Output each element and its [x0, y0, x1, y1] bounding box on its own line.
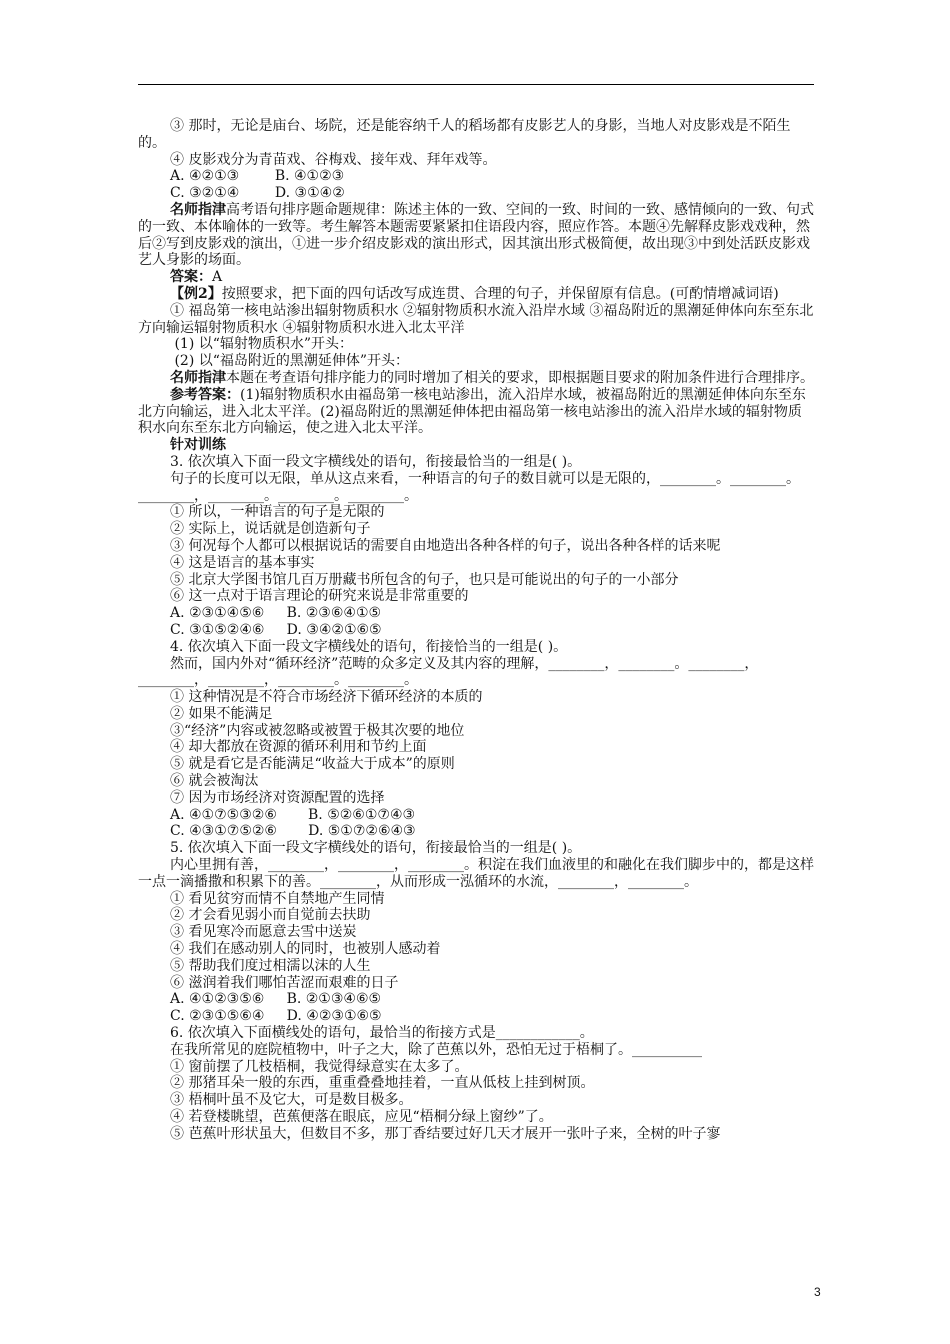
paragraph-text: ⑤ 北京大学图书馆几百万册藏书所包含的句子，也只是可能说出的句子的一小部分 — [170, 571, 679, 588]
answer-options-line — [138, 605, 814, 622]
bold-label: 答案： — [170, 269, 212, 286]
header-rule — [138, 84, 814, 85]
text-paragraph — [138, 941, 814, 958]
answer-options-line — [138, 807, 814, 824]
text-paragraph — [138, 857, 814, 891]
text-paragraph — [138, 269, 814, 286]
paragraph-text: ① 窗前摆了几枝梧桐，我觉得绿意实在太多了。 — [170, 1058, 469, 1075]
text-paragraph — [138, 639, 814, 656]
paragraph-text: C. ③②①④ D. ③①④② — [170, 185, 345, 202]
paragraph-text: 3. 依次填入下面一段文字横线处的语句，衔接最恰当的一组是( )。 — [170, 453, 582, 470]
paragraph-text: C. ③①⑤②④⑥ D. ③④②①⑥⑤ — [170, 621, 382, 638]
paragraph-text: 按照要求，把下面的四句话改写成连贯、合理的句子，并保留原有信息。(可酌情增减词语) — [221, 285, 779, 302]
paragraph-text: ① 这种情况是不符合市场经济下循环经济的本质的 — [170, 689, 483, 706]
paragraph-text: C. ④③①⑦⑤②⑥ D. ⑤①⑦②⑥④③ — [170, 823, 416, 840]
paragraph-text: ② 如果不能满足 — [170, 705, 273, 722]
paragraph-text: A. ④②①③ B. ④①②③ — [170, 168, 345, 185]
paragraph-text: ④ 若登楼眺望，芭蕉便落在眼底，应见“梧桐分绿上窗纱”了。 — [170, 1109, 553, 1126]
text-paragraph — [138, 286, 814, 303]
paragraph-text: A. ②③①④⑤⑥ B. ②③⑥④①⑤ — [170, 605, 382, 622]
paragraph-text: ② 实际上，说话就是创造新句子 — [170, 521, 371, 538]
text-paragraph — [138, 1126, 814, 1143]
paragraph-text: 句子的长度可以无限，单从这点来看，一种语言的句子的数目就可以是无限的，________。________。________，________。________。________。 — [138, 470, 800, 504]
bold-label: 参考答案： — [170, 386, 240, 403]
text-paragraph — [138, 538, 814, 555]
paragraph-text: ③ 那时，无论是庙台、场院，还是能容纳千人的稻场都有皮影艺人的身影，当地人对皮影戏是不陌生的。 — [138, 118, 791, 151]
text-paragraph — [138, 521, 814, 538]
text-paragraph — [138, 756, 814, 773]
paragraph-text: 高考语句排序题命题规律：陈述主体的一致、空间的一致、时间的一致、感情倾向的一致、句式的一致、本体喻体的一致等。考生解答本题需要紧紧扣住语段内容，照应作答。本题④先解释皮影戏戏种，然后②写到皮影戏的演出，①进一步介绍皮影戏的演出形式，因其演出形式极简便，故出现③中到处活跃皮影戏艺人身影的场面。 — [138, 201, 814, 269]
answer-options-line — [138, 823, 814, 840]
text-paragraph — [138, 572, 814, 589]
document-body — [138, 118, 814, 1143]
answer-options-line — [138, 991, 814, 1008]
paragraph-text: 在我所常见的庭院植物中，叶子之大，除了芭蕉以外，恐怕无过于梧桐了。__________ — [170, 1041, 702, 1058]
paragraph-text: (1)辐射物质积水由福岛第一核电站渗出，流入沿岸水域，被福岛附近的黑潮延伸体向东至东北方向输运，进入北太平洋。(2)福岛附近的黑潮延伸体把由福岛第一核电站渗出的流入沿岸水域的辐射物质积水向东至东北方向输运，使之进入北太平洋。 — [138, 386, 806, 437]
answer-options-line — [138, 353, 814, 370]
text-paragraph — [138, 1042, 814, 1059]
paragraph-text: ① 福岛第一核电站渗出辐射物质积水 ②辐射物质积水流入沿岸水域 ③福岛附近的黑潮延伸体向东至东北方向输运辐射物质积水 ④辐射物质积水进入北太平洋 — [138, 302, 814, 336]
paragraph-text: ⑤ 帮助我们度过相濡以沫的人生 — [170, 957, 371, 974]
paragraph-text: ⑥ 这一点对于语言理论的研究来说是非常重要的 — [170, 588, 469, 605]
paragraph-text: ⑥ 滋润着我们哪怕苦涩而艰难的日子 — [170, 974, 399, 991]
paragraph-text: ⑤ 芭蕉叶形状虽大，但数目不多，那丁香结要过好几天才展开一张叶子来，全树的叶子寥 — [170, 1125, 721, 1142]
text-paragraph — [138, 471, 814, 505]
text-paragraph — [138, 437, 814, 454]
text-paragraph — [138, 303, 814, 337]
text-paragraph — [138, 1025, 814, 1042]
paragraph-text: A — [212, 269, 223, 286]
text-paragraph — [138, 1092, 814, 1109]
paragraph-text: ③“经济”内容或被忽略或被置于极其次要的地位 — [170, 722, 465, 739]
page-number: 3 — [814, 1285, 821, 1299]
paragraph-text: A. ④①②③⑤⑥ B. ②①③④⑥⑤ — [170, 991, 382, 1008]
text-paragraph — [138, 840, 814, 857]
paragraph-text: ⑤ 就是看它是否能满足“收益大于成本”的原则 — [170, 756, 455, 773]
paragraph-text: ⑦ 因为市场经济对资源配置的选择 — [170, 789, 385, 806]
text-paragraph — [138, 504, 814, 521]
text-paragraph — [138, 975, 814, 992]
paragraph-text: (2) 以“福岛附近的黑潮延伸体”开头： — [170, 353, 410, 370]
paragraph-text: ④ 却大都放在资源的循环利用和节约上面 — [170, 739, 427, 756]
paragraph-text: ① 所以，一种语言的句子是无限的 — [170, 504, 385, 521]
answer-options-line — [138, 336, 814, 353]
text-paragraph — [138, 958, 814, 975]
text-paragraph — [138, 387, 814, 437]
bold-label: 名师指津 — [170, 369, 226, 386]
text-paragraph — [138, 924, 814, 941]
text-paragraph — [138, 152, 814, 169]
text-paragraph — [138, 588, 814, 605]
bold-label: 针对训练 — [170, 437, 226, 454]
paragraph-text: ③ 梧桐叶虽不及它大，可是数目极多。 — [170, 1092, 413, 1109]
answer-options-line — [138, 1008, 814, 1025]
paragraph-text: (1) 以“辐射物质积水”开头： — [170, 336, 354, 353]
text-paragraph — [138, 1109, 814, 1126]
text-paragraph — [138, 907, 814, 924]
text-paragraph — [138, 773, 814, 790]
paragraph-text: ② 才会看见弱小而自觉前去扶助 — [170, 907, 371, 924]
answer-options-line — [138, 622, 814, 639]
paragraph-text: 本题在考查语句排序能力的同时增加了相关的要求，即根据题目要求的附加条件进行合理排序。 — [226, 369, 814, 386]
bold-label: 【例2】 — [170, 285, 222, 302]
bold-label: 名师指津 — [170, 201, 226, 218]
paragraph-text: A. ④①⑦⑤③②⑥ B. ⑤②⑥①⑦④③ — [170, 806, 416, 823]
paragraph-text: 5. 依次填入下面一段文字横线处的语句，衔接最恰当的一组是( )。 — [170, 840, 582, 857]
text-paragraph — [138, 689, 814, 706]
paragraph-text: ③ 何况每个人都可以根据说话的需要自由地造出各种各样的句子，说出各种各样的话来呢 — [170, 537, 721, 554]
text-paragraph — [138, 1075, 814, 1092]
text-paragraph — [138, 739, 814, 756]
text-paragraph — [138, 723, 814, 740]
paragraph-text: ④ 皮影戏分为青苗戏、谷梅戏、接年戏、拜年戏等。 — [170, 151, 497, 168]
text-paragraph — [138, 891, 814, 908]
paragraph-text: ③ 看见寒冷而愿意去雪中送炭 — [170, 924, 357, 941]
paragraph-text: ④ 我们在感动别人的同时，也被别人感动着 — [170, 941, 441, 958]
paragraph-text: ⑥ 就会被淘汰 — [170, 773, 259, 790]
text-paragraph — [138, 1059, 814, 1076]
text-paragraph — [138, 790, 814, 807]
text-paragraph — [138, 656, 814, 690]
paragraph-text: 内心里拥有善，________，________，________。积淀在我们血液里的和融化在我们脚步中的，都是这样一点一滴播撒和积累下的善。________，从而形成一泓循环的水流，________，________。 — [138, 857, 814, 890]
text-paragraph — [138, 118, 814, 152]
paragraph-text: ④ 这是语言的基本事实 — [170, 554, 315, 571]
paragraph-text: 4. 依次填入下面一段文字横线处的语句，衔接恰当的一组是( )。 — [170, 638, 568, 655]
text-paragraph — [138, 454, 814, 471]
text-paragraph — [138, 370, 814, 387]
paragraph-text: 6. 依次填入下面横线处的语句，最恰当的衔接方式是____________。 — [170, 1025, 594, 1042]
answer-options-line — [138, 185, 814, 202]
paragraph-text: ① 看见贫穷而情不自禁地产生同情 — [170, 890, 385, 907]
paragraph-text: ② 那猪耳朵一般的东西，重重叠叠地挂着，一直从低枝上挂到树顶。 — [170, 1075, 595, 1092]
text-paragraph — [138, 555, 814, 572]
paragraph-text: 然而，国内外对“循环经济”范畴的众多定义及其内容的理解，________，________。________，________，________，________。________。 — [138, 655, 759, 689]
paragraph-text: C. ②③①⑤⑥④ D. ④②③①⑥⑤ — [170, 1008, 382, 1025]
answer-options-line — [138, 168, 814, 185]
text-paragraph — [138, 202, 814, 269]
text-paragraph — [138, 706, 814, 723]
